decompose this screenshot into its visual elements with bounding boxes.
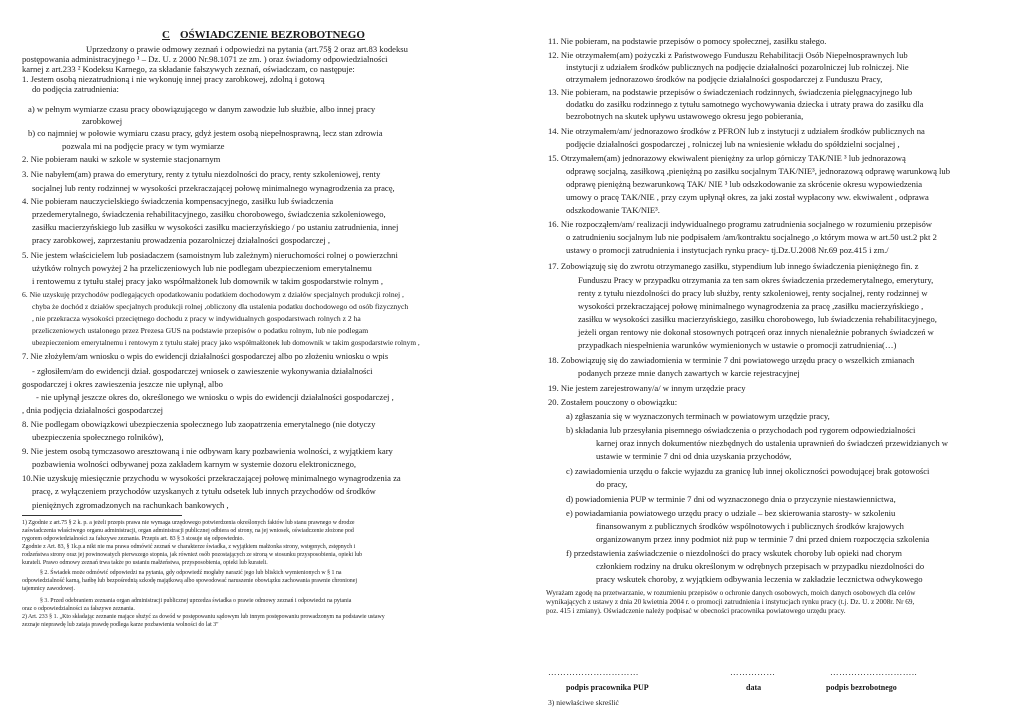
list-item: otrzymałem jednorazowo środków na podjęcie działalności gospodarczej z Funduszu Pracy,: [566, 74, 883, 84]
list-item: odprawę pieniężną bezwarunkową TAK/ NIE ³ lub odszkodowanie za skrócenie okresu wypowiedzenia: [566, 179, 923, 189]
list-item: przypadkach niespełnienia warunków wymienionych w ustawie o promocji zatrudnienia(…): [578, 340, 897, 350]
list-item: ubezpieczenia społecznego rolników),: [32, 432, 164, 442]
list-item: ubezpieczeniom emerytalnemu i rentowym z tytułu stałej pracy jako współmałżonek lub domownik w takim gospodarstwie rolnym ,: [32, 338, 420, 347]
footnote-line: 1) Zgodnie z art.75 § 2 k. p. a jeżeli przepis prawa nie wymaga urzędowego potwierdzenia określonych faktów lub stanu prawnego w drodze: [22, 520, 355, 526]
list-item: odprawę socjalną, zasiłkową ,pieniężną po zasiłku socjalnym TAK/NIE³, jednorazową odprawę warunkową lub: [566, 166, 951, 176]
list-item: pozbawienia wolności odbywanej poza zakładem karnym w systemie dozoru elektronicznego,: [32, 459, 357, 469]
list-item: przedemerytalnego, świadczenia rehabilitacyjnego, zasiłku chorobowego, świadczenia szkoleniowego,: [32, 209, 386, 219]
list-item: odszkodowanie TAK/NIE³.: [566, 205, 660, 215]
list-item: 15. Otrzymałem(am) jednorazowy ekwiwalent pieniężny za urlop górniczy TAK/NIE ³ lub jednorazową: [548, 153, 906, 163]
footnote-line: oraz o odpowiedzialności za fałszywe zeznania.: [22, 606, 135, 612]
list-item: , dnia podjęcia działalności gospodarczej: [22, 405, 164, 415]
list-item: a) zgłaszania się w wyznaczonych terminach w powiatowym urzędzie pracy,: [566, 411, 830, 421]
list-item: bezrobotnych na skutek upływu ustawowego okresu jego pobierania,: [566, 111, 804, 121]
list-item: 16. Nie rozpocząłem/am/ realizacji indywidualnego programu zatrudnienia socjalnego w rozumieniu przepisów: [548, 219, 932, 229]
list-item: 1. Jestem osobą niezatrudnioną i nie wykonuję innej pracy zarobkowej, zdolną i gotową: [22, 74, 325, 84]
list-item: 4. Nie pobieram nauczycielskiego świadczenia kompensacyjnego, zasiłku lub świadczenia: [22, 196, 334, 206]
list-item: 5. Nie jestem właścicielem lub posiadaczem (samoistnym lub zależnym) nieruchomości rolnej o powierzchni: [22, 250, 398, 260]
list-item: i rentowemu z tytułu stałej pracy jako współmałżonek lub domownik w takim gospodarstwie rolnym ,: [32, 276, 384, 286]
list-item: o zatrudnieniu socjalnym lub nie podpisałem /am/kontraktu socjalnego ,o którym mowa w art.50 ust.2 pkt 2: [566, 232, 937, 242]
list-item: c) zawiadomienia urzędu o fakcie wyjazdu za granicę lub innej okoliczności powodującej brak gotowości: [566, 466, 930, 476]
list-item: pracy wskutek choroby, z wyjątkiem odbywania leczenia w zakładzie lecznictwa odwykowego: [596, 574, 923, 584]
signature-line-pup: …………………………: [548, 667, 639, 677]
footnote-line: § 3. Przed odebraniem zeznania organ administracji publicznej uprzedza świadka o prawie odmowy zeznań i odpowiedzi na pytania: [40, 598, 352, 604]
list-item: organizowanym przez inny podmiot niż pup w terminie 7 dni przed dniem rozpoczęcia szkolenia: [596, 534, 930, 544]
list-item: socjalnej lub renty rodzinnej w wysokości przekraczającej połowę minimalnego wynagrodzenia za pracę,: [32, 183, 395, 193]
list-item: dodatku do zasiłku rodzinnego z tytułu samotnego wychowywania dziecka i utraty prawa do zasiłku dla: [566, 99, 924, 109]
list-item: do podjęcia zatrudnienia:: [32, 84, 119, 94]
footnote-strike-out: 3) niewłaściwe skreślić: [548, 698, 619, 707]
footnote-line: kurateli. Prawo odmowy zeznań trwa także po ustaniu małżeństwa, przysposobienia, opieki lub kurateli.: [22, 560, 268, 566]
list-item: b) składania lub przesyłania pisemnego oświadczenia o przychodach pod rygorem odpowiedzialności: [566, 425, 916, 435]
list-item: 20. Zostałem pouczony o obowiązku:: [548, 397, 678, 407]
list-item: jeżeli organ rentowy nie dokonał stosownych potrąceń oraz innych nienależnie pobranych świadczeń w: [578, 327, 934, 337]
list-item: - zgłosiłem/am do ewidencji dział. gospodarczej wniosek o zawieszenie wykonywania działalności: [32, 366, 373, 376]
footnote-line: § 2. Świadek może odmówić odpowiedzi na pytania, gdy odpowiedź mogłaby narazić jego lub bliskich wymienionych w § 1 na: [40, 570, 342, 576]
consent-text: Wyrażam zgodę na przetwarzanie, w rozumieniu przepisów o ochronie danych osobowych, moich danych osobowych dla celów: [546, 589, 916, 597]
consent-text: wynikających z ustawy z dnia 20 kwietnia 2004 r. o promocji zatrudnienia i instytucjach rynku pracy (t.j. Dz. U. z 2008r. Nr 69,: [546, 598, 915, 606]
list-item: 14. Nie otrzymałem/am/ jednorazowo środków z PFRON lub z instytucji z udziałem środków publicznych na: [548, 126, 925, 136]
list-item: instytucji z udziałem środków publicznych na podjęcie działalności pozarolniczej lub rolniczej. Nie: [566, 62, 909, 72]
signature-label-pup: podpis pracownika PUP: [566, 683, 649, 692]
signature-line-date: ……………: [730, 667, 776, 677]
list-item: , nie przekracza wysokości przeciętnego dochodu z pracy w indywidualnych gospodarstwach rolnych z 2 ha: [32, 314, 361, 323]
footnote-line: 2) Art. 233 § 1. „Kto składając zeznanie mające służyć za dowód w postępowaniu sądowym lub innym postępowaniu prowadzonym na podstawie ustawy: [22, 614, 385, 620]
list-item: do pracy,: [596, 479, 628, 489]
list-item: podjęcie działalności gospodarczej , rolniczej lub na wniesienie wkładu do spółdzielni socjalnej ,: [566, 139, 900, 149]
list-item: zarobkowej: [82, 116, 123, 126]
footnote-line: rygorem odpowiedzialności za fałszywe zeznania. Przepis art. 83 § 3 stosuje się odpowiednio.: [22, 536, 244, 542]
title-prefix: C: [162, 29, 170, 41]
list-item: f) przedstawienia zaświadczenie o niezdolności do pracy wskutek choroby lub opieki nad chorym: [566, 548, 902, 558]
signature-label-unemployed: podpis bezrobotnego: [826, 683, 897, 692]
list-item: pieniężnych zgromadzonych na rachunkach bankowych ,: [32, 500, 229, 510]
list-item: pracę, z wyłączeniem przychodów uzyskanych z tytułu odsetek lub innych przychodów od środków: [32, 486, 376, 496]
list-item: 8. Nie podlegam obowiązkowi ubezpieczenia społecznego lub zaopatrzenia emerytalnego (nie dotyczy: [22, 419, 376, 429]
list-item: zasiłku macierzyńskiego lub zasiłku w wysokości zasiłku macierzyńskiego / po ustaniu zatrudnienia, innej: [32, 222, 399, 232]
list-item: finansowanym z publicznych środków wspólnotowych i publicznych środków krajowych: [596, 521, 904, 531]
list-item: członkiem rodziny na druku określonym w odrębnych przepisach w przypadku niezdolności do: [596, 561, 925, 571]
footnote-separator: [22, 515, 182, 516]
list-item: ustawie w terminie 7 dni od dnia uzyskania przychodów,: [596, 451, 792, 461]
list-item: podanych przeze mnie danych zawartych w karcie rejestracyjnej: [578, 368, 800, 378]
footnote-line: Zgodnie z Art. 83, § 1k.p.a nikt nie ma prawa odmówić zeznań w charakterze świadka, z wyjątkiem małżonka strony, wstępnych, zstępnych i: [22, 544, 356, 550]
list-item: Funduszu Pracy w przypadku otrzymania za ten sam okres świadczenia przedemerytalnego, emerytury,: [578, 275, 934, 285]
list-item: pracy zarobkowej, zaprzestaniu prowadzenia pozarolniczej działalności gospodarczej ,: [32, 235, 331, 245]
intro-line: postępowania administracyjnego ¹ – Dz. U. z 2000 Nr.98.1071 ze zm. ) oraz świadomy odpowiedzialności: [22, 54, 388, 64]
list-item: 13. Nie pobieram, na podstawie przepisów o świadczeniach rodzinnych, świadczenia pielęgnacyjnego lub: [548, 87, 913, 97]
list-item: b) co najmniej w połowie wymiaru czasu pracy, gdyż jestem osobą niepełnosprawną, lecz stan zdrowia: [28, 128, 383, 138]
list-item: 19. Nie jestem zarejestrowany/a/ w innym urzędzie pracy: [548, 383, 746, 393]
list-item: chyba że dochód z działów specjalnych produkcji rolnej ,obliczony dla ustalenia podatku dochodowego od osób fizycznych: [32, 302, 409, 311]
list-item: 6. Nie uzyskuję przychodów podlegających opodatkowaniu podatkiem dochodowym z działów specjalnych produkcji rolnej ,: [22, 290, 404, 299]
list-item: zasiłku w wysokości zasiłku macierzyńskiego, zasiłku chorobowego, lub świadczenia rehabilitacyjnego,: [578, 314, 937, 324]
list-item: 17. Zobowiązuję się do zwrotu otrzymanego zasiłku, stypendium lub innego świadczenia pieniężnego fin. z: [548, 261, 919, 271]
intro-line: Uprzedzony o prawie odmowy zeznań i odpowiedzi na pytania (art.75§ 2 oraz art.83 kodeksu: [86, 44, 408, 54]
list-item: gospodarczej i okres zawieszenia jeszcze nie upłynął, albo: [22, 379, 223, 389]
list-item: renty z tytułu niezdolności do pracy lub służby, renty szkoleniowej, renty socjalnej, renty rodzinnej w: [578, 288, 928, 298]
list-item: e) powiadamiania powiatowego urzędu pracy o udziale – bez skierowania starosty- w szkoleniu: [566, 508, 896, 518]
list-item: 12. Nie otrzymałem(am) pożyczki z Państwowego Funduszu Rehabilitacji Osób Niepełnosprawnych lub: [548, 50, 908, 60]
list-item: użytków rolnych powyżej 2 ha przeliczeniowych lub nie podlegam ubezpieczeniom emerytalnemu: [32, 263, 372, 273]
list-item: d) powiadomienia PUP w terminie 7 dni od wyznaczonego dnia o przyczynie niestawiennictwa,: [566, 494, 896, 504]
list-item: 18. Zobowiązuję się do zawiadomienia w terminie 7 dni powiatowego urzędu pracy o wszelkich zmianach: [548, 355, 915, 365]
list-item: karnej oraz innych dokumentów niezbędnych do ustalenia uprawnień do świadczeń przewidzianych w: [596, 438, 948, 448]
list-item: 10.Nie uzyskuję miesięcznie przychodu w wysokości przekraczającej połowę minimalnego wynagrodzenia za: [22, 473, 401, 483]
footnote-line: rodzeństwa strony oraz jej powinowatych pierwszego stopnia, jak również osób pozostających ze stroną w stosunku przysposobienia, opieki lub: [22, 552, 363, 558]
list-item: wysokości przekraczającej połowę minimalnego wynagrodzenia za pracę ,zasiłku macierzyńskiego ,: [578, 301, 924, 311]
footnote-line: zaświadczenia właściwego organu administracji, organ administracji publicznej odbiera od strony, na jej wniosek, oświadczenie złożone pod: [22, 528, 354, 534]
intro-line: karnej z art.233 ² Kodeksu Karnego, za składanie fałszywych zeznań, oświadczam, co następuje:: [22, 64, 355, 74]
consent-text: poz. 415 i zmiany). Oświadczenie należy podpisać w obecności pracownika powiatowego urzędu pracy.: [546, 607, 846, 615]
list-item: 3. Nie nabyłem(am) prawa do emerytury, renty z tytułu niezdolności do pracy, renty szkoleniowej, renty: [22, 169, 381, 179]
list-item: 9. Nie jestem osobą tymczasowo aresztowaną i nie odbywam kary pozbawienia wolności, z wyjątkiem kary: [22, 446, 393, 456]
footnote-line: odpowiedzialność karną, hańbę lub bezpośrednią szkodę majątkową albo spowodować naruszenie obowiązku zachowania prawnie chronionej: [22, 578, 357, 584]
list-item: umowy o pracę TAK/NIE , przy czym upłynął okres, za jaki został wypłacony ww. ekwiwalent , odprawa: [566, 192, 929, 202]
footnote-line: zeznaje nieprawdę lub zataja prawdę podlega karze pozbawienia wolności do lat 3": [22, 622, 219, 628]
list-item: 2. Nie pobieram nauki w szkole w systemie stacjonarnym: [22, 154, 221, 164]
signature-line-unemployed: ………………………..: [830, 667, 918, 677]
list-item: ustawy o promocji zatrudnienia i instytucjach rynku pracy- tj.Dz.U.2008 Nr.69 poz.415 i zm./: [566, 245, 889, 255]
list-item: przeliczeniowych ustalonego przez Prezesa GUS na podstawie przepisów o podatku rolnym, lub nie podlegam: [32, 326, 369, 335]
signature-label-date: data: [746, 683, 762, 692]
list-item: pozwala mi na podjęcie pracy w tym wymiarze: [62, 141, 225, 151]
footnote-line: tajemnicy zawodowej.: [22, 586, 75, 592]
list-item: 11. Nie pobieram, na podstawie przepisów o pomocy społecznej, zasiłku stałego.: [548, 36, 827, 46]
list-item: 7. Nie złożyłem/am wniosku o wpis do ewidencji działalności gospodarczej albo po złożeniu wniosku o wpis: [22, 352, 389, 361]
document-title: OŚWIADCZENIE BEZROBOTNEGO: [180, 29, 365, 41]
list-item: - nie upłynął jeszcze okres do, określonego we wniosku o wpis do ewidencji działalności gospodarczej ,: [36, 392, 394, 402]
list-item: a) w pełnym wymiarze czasu pracy obowiązującego w danym zawodzie lub służbie, albo innej pracy: [28, 104, 376, 114]
